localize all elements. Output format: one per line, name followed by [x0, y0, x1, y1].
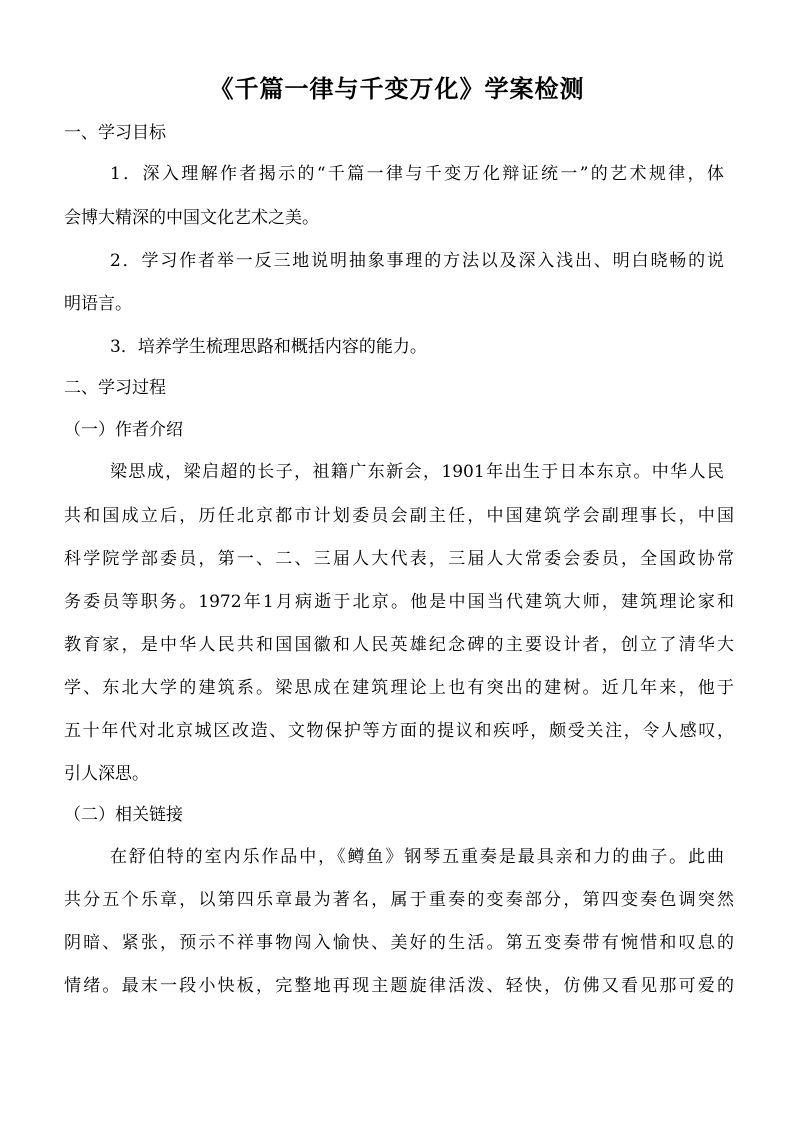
- page-title: 《千篇一律与千变万化》学案检测: [209, 74, 585, 103]
- link-line: 阴暗、紧张，预示不祥事物闯入愉快、美好的生活。第五变奏带有惋惜和叹息的: [64, 933, 734, 953]
- section-heading-objectives: 一、学习目标: [64, 123, 166, 143]
- author-line: 务委员等职务。1972年1月病逝于北京。他是中国当代建筑大师，建筑理论家和: [64, 592, 734, 612]
- link-line: 在舒伯特的室内乐作品中，《鳟鱼》钢琴五重奏是最具亲和力的曲子。此曲: [110, 847, 724, 867]
- author-line: 学、东北大学的建筑系。梁思成在建筑理论上也有突出的建树。近几年来，他于: [64, 678, 734, 698]
- author-line: 五十年代对北京城区改造、文物保护等方面的提议和疾呼，颇受关注，令人感叹，: [64, 721, 734, 741]
- author-line: 共和国成立后，历任北京都市计划委员会副主任，中国建筑学会副理事长，中国: [64, 506, 734, 526]
- section-heading-process: 二、学习过程: [64, 378, 166, 398]
- objective-1-line-1: 1．深入理解作者揭示的“千篇一律与千变万化辩证统一”的艺术规律，体: [110, 164, 724, 184]
- author-line: 科学院学部委员，第一、二、三届人大代表，三届人大常委会委员，全国政协常: [64, 549, 734, 569]
- link-line: 情绪。最末一段小快板，完整地再现主题旋律活泼、轻快，仿佛又看见那可爱的: [64, 976, 734, 996]
- author-line: 梁思成，梁启超的长子，祖籍广东新会，1901年出生于日本东京。中华人民: [110, 462, 724, 482]
- subsection-heading-author: （一）作者介绍: [64, 420, 183, 440]
- objective-2-line-1: 2．学习作者举一反三地说明抽象事理的方法以及深入浅出、明白晓畅的说: [110, 251, 724, 271]
- link-line: 共分五个乐章，以第四乐章最为著名，属于重奏的变奏部分，第四变奏色调突然: [64, 890, 734, 910]
- objective-3-line-1: 3．培养学生梳理思路和概括内容的能力。: [110, 337, 427, 357]
- objective-1-line-2: 会博大精深的中国文化艺术之美。: [64, 208, 319, 228]
- author-line: 引人深思。: [64, 764, 149, 784]
- author-line: 教育家，是中华人民共和国国徽和人民英雄纪念碑的主要设计者，创立了清华大: [64, 635, 734, 655]
- objective-2-line-2: 明语言。: [64, 294, 132, 314]
- subsection-heading-links: （二）相关链接: [64, 805, 183, 825]
